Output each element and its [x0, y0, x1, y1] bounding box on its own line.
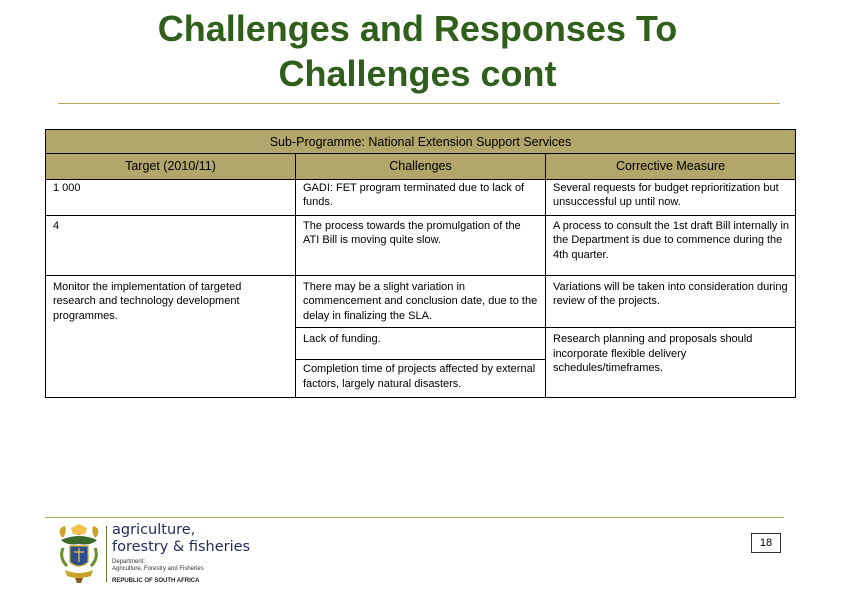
page-number: 18 [751, 533, 781, 553]
table-row [46, 215, 796, 275]
logo-name-line-1: agriculture, [112, 522, 196, 538]
table-row [46, 179, 796, 215]
cell-corrective-measure: Research planning and proposals should incorporate flexible delivery schedules/timeframes. [546, 328, 796, 398]
table-header-row [46, 153, 796, 179]
cell-corrective-measure: Variations will be taken into consideration during review of the projects. [546, 275, 796, 328]
table-caption-row [46, 130, 796, 154]
extension-services-table [45, 129, 796, 398]
cell-challenge: GADI: FET program terminated due to lack of funds. [296, 179, 546, 215]
logo-department-line-1: Department: [112, 559, 146, 565]
cell-corrective-measure: A process to consult the 1st draft Bill internally in the Department is due to commence during the 4th quarter. [546, 215, 796, 275]
logo-department-line-2: Agriculture, Forestry and Fisheries [112, 565, 204, 572]
logo-name-line-2: forestry & fisheries [112, 539, 251, 555]
department-logo [55, 522, 255, 586]
cell-target: 1 000 [46, 179, 296, 215]
logo-name [112, 522, 250, 556]
cell-challenge: Lack of funding. [296, 328, 546, 360]
table-caption: Sub-Programme: National Extension Support Services [46, 130, 796, 154]
slide-title [60, 6, 775, 96]
column-header-challenges: Challenges [296, 153, 546, 179]
column-header-target: Target (2010/11) [46, 153, 296, 179]
cell-corrective-measure: Several requests for budget reprioritization but unsuccessful up until now. [546, 179, 796, 215]
cell-target: Monitor the implementation of targeted research and technology development programmes. [46, 275, 296, 398]
logo-country: REPUBLIC OF SOUTH AFRICA [112, 578, 200, 584]
cell-target: 4 [46, 215, 296, 275]
title-divider [58, 103, 780, 104]
column-header-corrective-measure: Corrective Measure [546, 153, 796, 179]
logo-divider [106, 526, 107, 582]
coat-of-arms-icon [55, 522, 103, 584]
cell-challenge: There may be a slight variation in commencement and conclusion date, due to the delay in finalizing the SLA. [296, 275, 546, 328]
logo-department [112, 559, 204, 573]
cell-challenge: The process towards the promulgation of the ATI Bill is moving quite slow. [296, 215, 546, 275]
slide-title-line-1: Challenges and Responses To [157, 8, 678, 49]
footer-divider [45, 517, 784, 518]
cell-challenge: Completion time of projects affected by external factors, largely natural disasters. [296, 360, 546, 398]
table-row [46, 275, 796, 328]
slide-title-line-2: Challenges cont [278, 53, 557, 94]
